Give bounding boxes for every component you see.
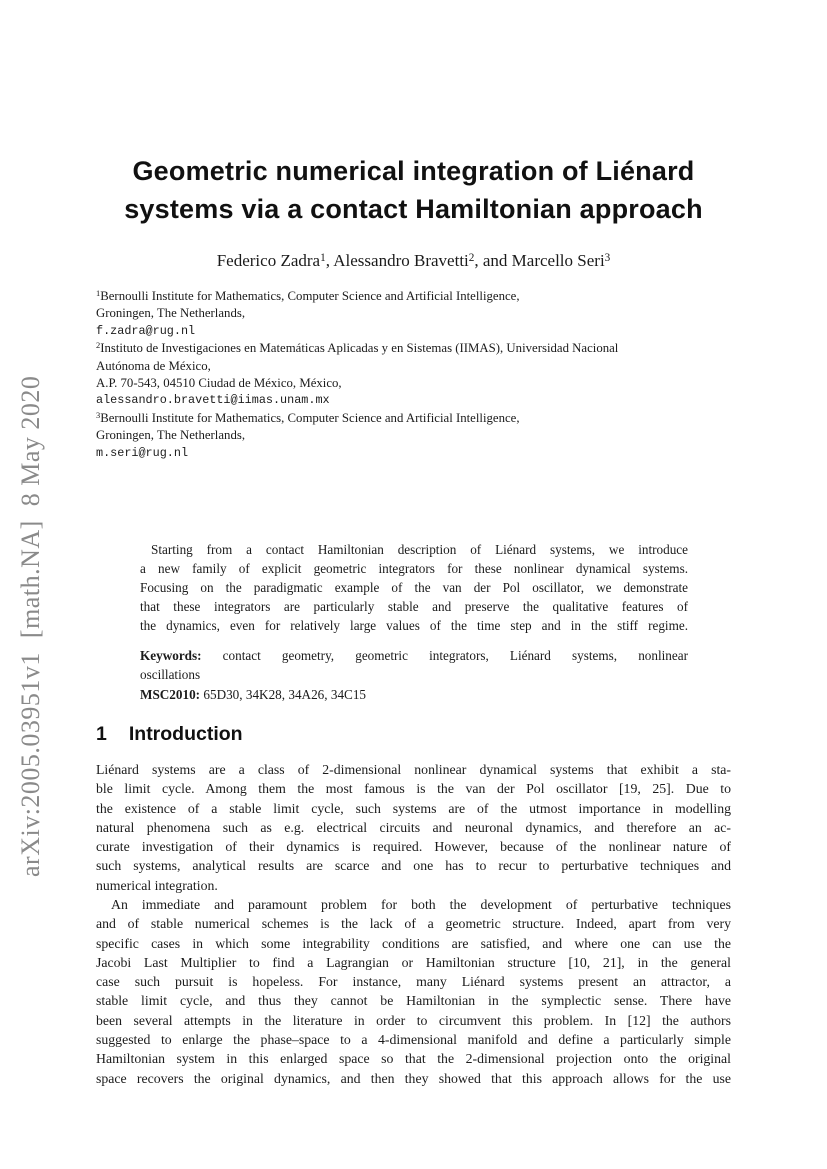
author-name: Federico Zadra [216,251,321,270]
affiliation-line [96,288,731,305]
line-text: A.P. 70-543, 04510 Ciudad de México, México, [96,376,342,391]
msc-label: MSC2010: [140,686,201,702]
paper-title [96,152,731,228]
footnote-mark: 1 [96,288,101,299]
keywords-block [140,646,688,704]
affiliation-line [96,358,731,375]
keywords-line [140,646,688,665]
paper-title-line2: systems via a contact Hamiltonian approach [124,194,703,224]
body-line: An immediate and paramount problem for both the development of perturbative techniques [111,897,731,912]
abstract-block [140,540,688,635]
affiliation-line [96,323,731,340]
author-footnote-mark: 2 [468,251,475,264]
msc-line [140,685,688,704]
body-line: stable limit cycle, and thus they cannot be Hamiltonian in the symplectic sense. There have [96,993,731,1009]
body-line: natural phenomena such as e.g. electrical circuits and neuronal dynamics, and therefore an ac- [96,819,731,835]
body-line: Jacobi Last Multiplier to find a Lagrangian or Hamiltonian structure [10, 21], in the general [96,954,731,970]
author-separator: , and [474,251,512,270]
affiliation-line [96,427,731,444]
abstract-line: Focusing on the paradigmatic example of the van der Pol oscillator, we demonstrate [140,580,688,596]
author-footnote-mark: 3 [604,251,611,264]
body-line: and of stable numerical schemes is the lack of a geometric structure. Indeed, apart from very [96,916,731,932]
body-line: Hamiltonian system in this enlarged space so that the 2-dimensional projection onto the original [96,1051,731,1067]
keywords-text: oscillations [140,667,201,683]
affiliations-block [96,288,731,462]
line-text: Bernoulli Institute for Mathematics, Computer Science and Artificial Intelligence, [100,410,520,425]
abstract-line: that these integrators are particularly stable and preserve the qualitative features of [140,599,688,615]
line-text: Instituto de Investigaciones en Matemáticas Aplicadas y en Sistemas (IIMAS), Universidad Nacional [100,341,619,356]
arxiv-watermark: arXiv:2005.03951v1 [math.NA] 8 May 2020 [16,375,45,877]
section-title: Introduction [128,723,243,745]
intro-paragraph-1 [96,760,731,895]
body-line: ble limit cycle. Among them the most famous is the van der Pol oscillator [19, 25]. Due to [96,781,731,797]
author-name: Marcello Seri [511,251,605,270]
body-line: such systems, analytical results are scarce and one has to recur to perturbative techniques and [96,858,731,874]
line-text: Groningen, The Netherlands, [96,306,246,321]
body-line: the existence of a stable limit cycle, such systems are of the utmost importance in modelling [96,800,731,816]
abstract-line: the dynamics, even for relatively large values of the time step and in the stiff regime. [140,618,688,634]
abstract-line: Starting from a contact Hamiltonian description of Liénard systems, we introduce [151,542,688,557]
paper-title-line1: Geometric numerical integration of Liénard [132,156,695,186]
line-text: Groningen, The Netherlands, [96,428,246,443]
footnote-mark: 2 [96,340,101,351]
keywords-label: Keywords: [140,648,202,663]
section-heading [96,721,731,748]
line-text: m.seri@rug.nl [96,445,189,460]
affiliation-line [96,340,731,357]
paper-content [96,0,731,1169]
msc-text: 65D30, 34K28, 34A26, 34C15 [203,686,367,702]
affiliation-line [96,305,731,322]
body-line: Liénard systems are a class of 2-dimensional nonlinear dynamical systems that exhibit a sta- [96,762,731,777]
body-line: curate investigation of their dynamics is required. However, because of the nonlinear nature of [96,839,731,855]
body-line: suggested to enlarge the phase–space to a 4-dimensional manifold and define a particularly simple [96,1032,731,1048]
keywords-line [140,665,688,684]
line-text: Autónoma de México, [96,358,211,373]
affiliation-line [96,392,731,409]
body-line: been several attempts in the literature in order to circumvent this problem. In [12] the authors [96,1012,731,1028]
affiliation-line [96,375,731,392]
body-line: specific cases in which some integrability conditions are satisfied, and where one can use the [96,935,731,951]
line-text: f.zadra@rug.nl [96,323,196,338]
body-line: numerical integration. [96,877,218,893]
section-number: 1 [96,723,107,745]
intro-paragraph-2 [96,895,731,1088]
line-text: alessandro.bravetti@iimas.unam.mx [96,393,330,408]
footnote-mark: 3 [96,410,101,421]
authors-line [96,249,731,273]
body-line: space recovers the original dynamics, and then they showed that this approach allows for the use [96,1070,731,1086]
author-footnote-mark: 1 [320,251,326,264]
author-name: Alessandro Bravetti [333,251,469,270]
abstract-line: a new family of explicit geometric integrators for these nonlinear dynamical systems. [140,561,688,577]
body-line: case such pursuit is hopeless. For instance, many Liénard systems present an attractor, a [96,974,731,990]
line-text: Bernoulli Institute for Mathematics, Computer Science and Artificial Intelligence, [100,289,520,303]
affiliation-line [96,410,731,427]
author-separator: , [325,251,334,270]
keywords-text: contact geometry, geometric integrators, Liénard systems, nonlinear [222,648,688,663]
affiliation-line [96,445,731,462]
